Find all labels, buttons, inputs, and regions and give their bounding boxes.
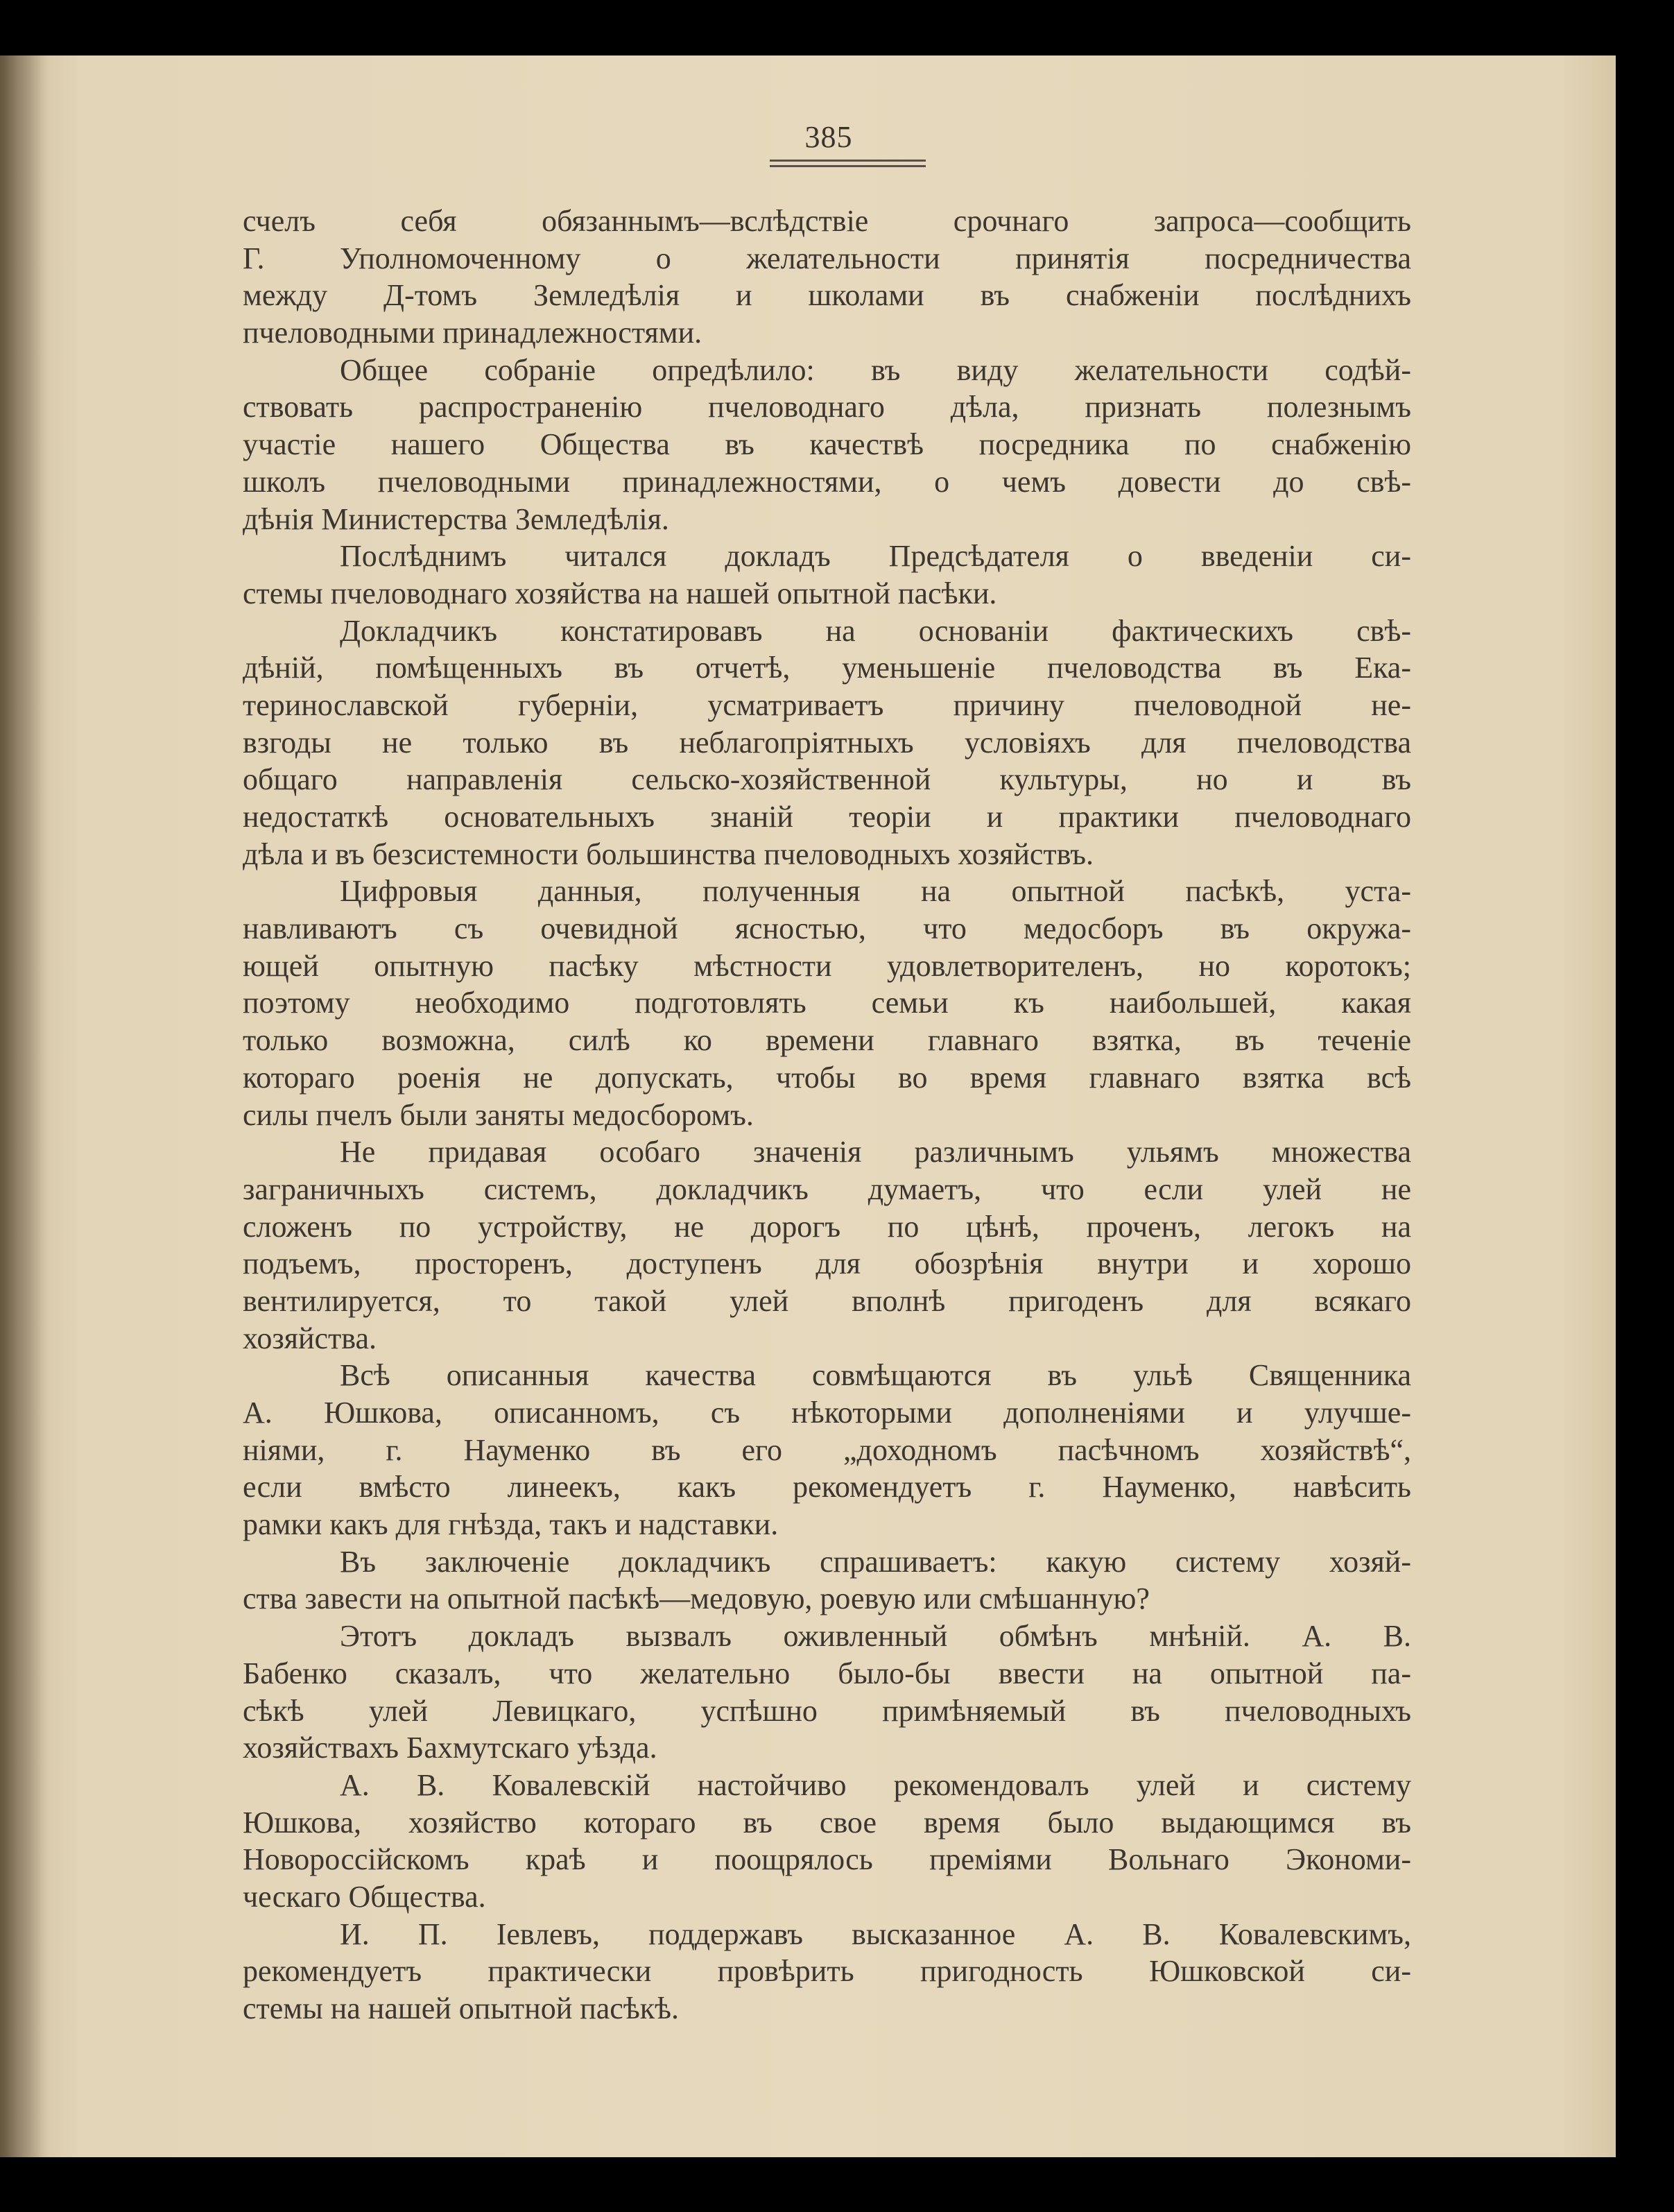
paragraph (243, 1916, 1411, 2027)
text-line: дѣнія Министерства Земледѣлія. (243, 501, 669, 536)
text-line: Юшкова, хозяйство котораго въ свое время было выдающимся въ (243, 1805, 1411, 1840)
text-line: хозяйствахъ Бахмутскаго уѣзда. (243, 1731, 657, 1765)
text-line: только возможна, силѣ ко времени главнаго взятка, въ теченіе (243, 1023, 1411, 1058)
text-line: рамки какъ для гнѣзда, такъ и надставки. (243, 1507, 779, 1542)
paragraph (243, 1357, 1411, 1543)
text-line: между Д-томъ Земледѣлія и школами въ снабженіи послѣднихъ (243, 278, 1411, 313)
page-number: 385 (804, 120, 853, 154)
paragraph (243, 352, 1411, 538)
text-line: Г. Уполномоченному о желательности принятія посредничества (243, 241, 1411, 275)
scanned-page (0, 55, 1616, 2157)
text-line: Бабенко сказалъ, что желательно было-бы ввести на опытной па- (243, 1656, 1411, 1690)
text-line: сѣкѣ улей Левицкаго, успѣшно примѣняемый въ пчеловодныхъ (243, 1693, 1411, 1728)
text-line: рекомендуетъ практически провѣрить пригодность Юшковской си- (243, 1954, 1411, 1989)
text-line: недостаткѣ основательныхъ знаній теоріи и практики пчеловоднаго (243, 800, 1411, 834)
text-line: школъ пчеловодными принадлежностями, о чемъ довести до свѣ- (243, 464, 1411, 499)
text-line: хозяйства. (243, 1321, 377, 1355)
text-line: стемы пчеловоднаго хозяйства на нашей опытной пасѣки. (243, 576, 997, 610)
text-line: если вмѣсто линеекъ, какъ рекомендуетъ г. Науменко, навѣсить (243, 1470, 1411, 1504)
text-line: теринославской губерніи, усматриваетъ причину пчеловодной не- (243, 687, 1411, 722)
paragraph (243, 203, 1411, 352)
text-line: пчеловодными принадлежностями. (243, 316, 702, 350)
text-line: Не придавая особаго значенія различнымъ ульямъ множества (340, 1135, 1411, 1169)
text-line: Общее собраніе опредѣлило: въ виду желательности содѣй- (340, 352, 1411, 387)
text-line: дѣній, помѣщенныхъ въ отчетѣ, уменьшеніе пчеловодства въ Ека- (243, 651, 1411, 685)
text-line: дѣла и въ безсистемности большинства пчеловодныхъ хозяйствъ. (243, 837, 1094, 871)
page-gutter-shadow (0, 55, 49, 2157)
text-line: Этотъ докладъ вызвалъ оживленный обмѣнъ мнѣній. А. В. (340, 1619, 1411, 1654)
text-line: ствовать распространенію пчеловоднаго дѣла, признать полезнымъ (243, 390, 1411, 425)
text-line: Въ заключеніе докладчикъ спрашиваетъ: какую систему хозяй- (340, 1544, 1411, 1579)
text-line: счелъ себя обязаннымъ—вслѣдствіе срочнаго запроса—сообщить (243, 204, 1411, 238)
body-text (243, 203, 1411, 2027)
paragraph (243, 1133, 1411, 1357)
text-line: подъемъ, просторенъ, доступенъ для обозрѣнія внутри и хорошо (243, 1246, 1411, 1281)
paragraph (243, 1618, 1411, 1767)
text-line: ства завести на опытной пасѣкѣ—медовую, роевую или смѣшанную? (243, 1581, 1150, 1616)
text-line: Всѣ описанныя качества совмѣщаются въ ульѣ Священника (340, 1358, 1411, 1393)
paragraph (243, 873, 1411, 1133)
text-line: ческаго Общества. (243, 1879, 486, 1914)
header-rule (770, 165, 926, 167)
text-line: ніями, г. Науменко въ его „доходномъ пасѣчномъ хозяйствѣ“, (243, 1432, 1411, 1467)
text-line: навливаютъ съ очевидной ясностью, что медосборъ въ окружа- (243, 911, 1411, 946)
header-rule (770, 160, 926, 162)
text-line: А. Юшкова, описанномъ, съ нѣкоторыми дополненіями и улучше- (243, 1396, 1411, 1430)
text-line: участіе нашего Общества въ качествѣ посредника по снабженію (243, 427, 1411, 462)
text-line: Новороссійскомъ краѣ и поощрялось преміями Вольнаго Экономи- (243, 1842, 1411, 1877)
text-line: заграничныхъ системъ, докладчикъ думаетъ, что если улей не (243, 1172, 1411, 1206)
text-line: вентилируется, то такой улей вполнѣ пригоденъ для всякаго (243, 1283, 1411, 1318)
text-line: котораго роенія не допускать, чтобы во время главнаго взятка всѣ (243, 1060, 1411, 1095)
text-line: И. П. Іевлевъ, поддержавъ высказанное А. В. Ковалевскимъ, (340, 1917, 1411, 1951)
text-line: Докладчикъ констатировавъ на основаніи фактическихъ свѣ- (340, 613, 1411, 648)
paragraph (243, 538, 1411, 612)
text-line: Послѣднимъ читался докладъ Предсѣдателя о введеніи си- (340, 539, 1411, 574)
text-line: сложенъ по устройству, не дорогъ по цѣнѣ, проченъ, легокъ на (243, 1209, 1411, 1244)
text-line: взгоды не только въ неблагопріятныхъ условіяхъ для пчеловодства (243, 725, 1411, 760)
paragraph (243, 1767, 1411, 1916)
text-line: А. В. Ковалевскій настойчиво рекомендовалъ улей и систему (340, 1767, 1411, 1802)
text-line: общаго направленія сельско-хозяйственной культуры, но и въ (243, 762, 1411, 797)
text-line: силы пчелъ были заняты медосборомъ. (243, 1097, 754, 1132)
paragraph (243, 612, 1411, 873)
text-line: ющей опытную пасѣку мѣстности удовлетворителенъ, но коротокъ; (243, 948, 1411, 983)
text-line: Цифровыя данныя, полученныя на опытной пасѣкѣ, уста- (340, 874, 1411, 909)
paragraph (243, 1543, 1411, 1618)
text-line: стемы на нашей опытной пасѣкѣ. (243, 1991, 679, 2025)
text-line: поэтому необходимо подготовлять семьи къ наибольшей, какая (243, 986, 1411, 1020)
